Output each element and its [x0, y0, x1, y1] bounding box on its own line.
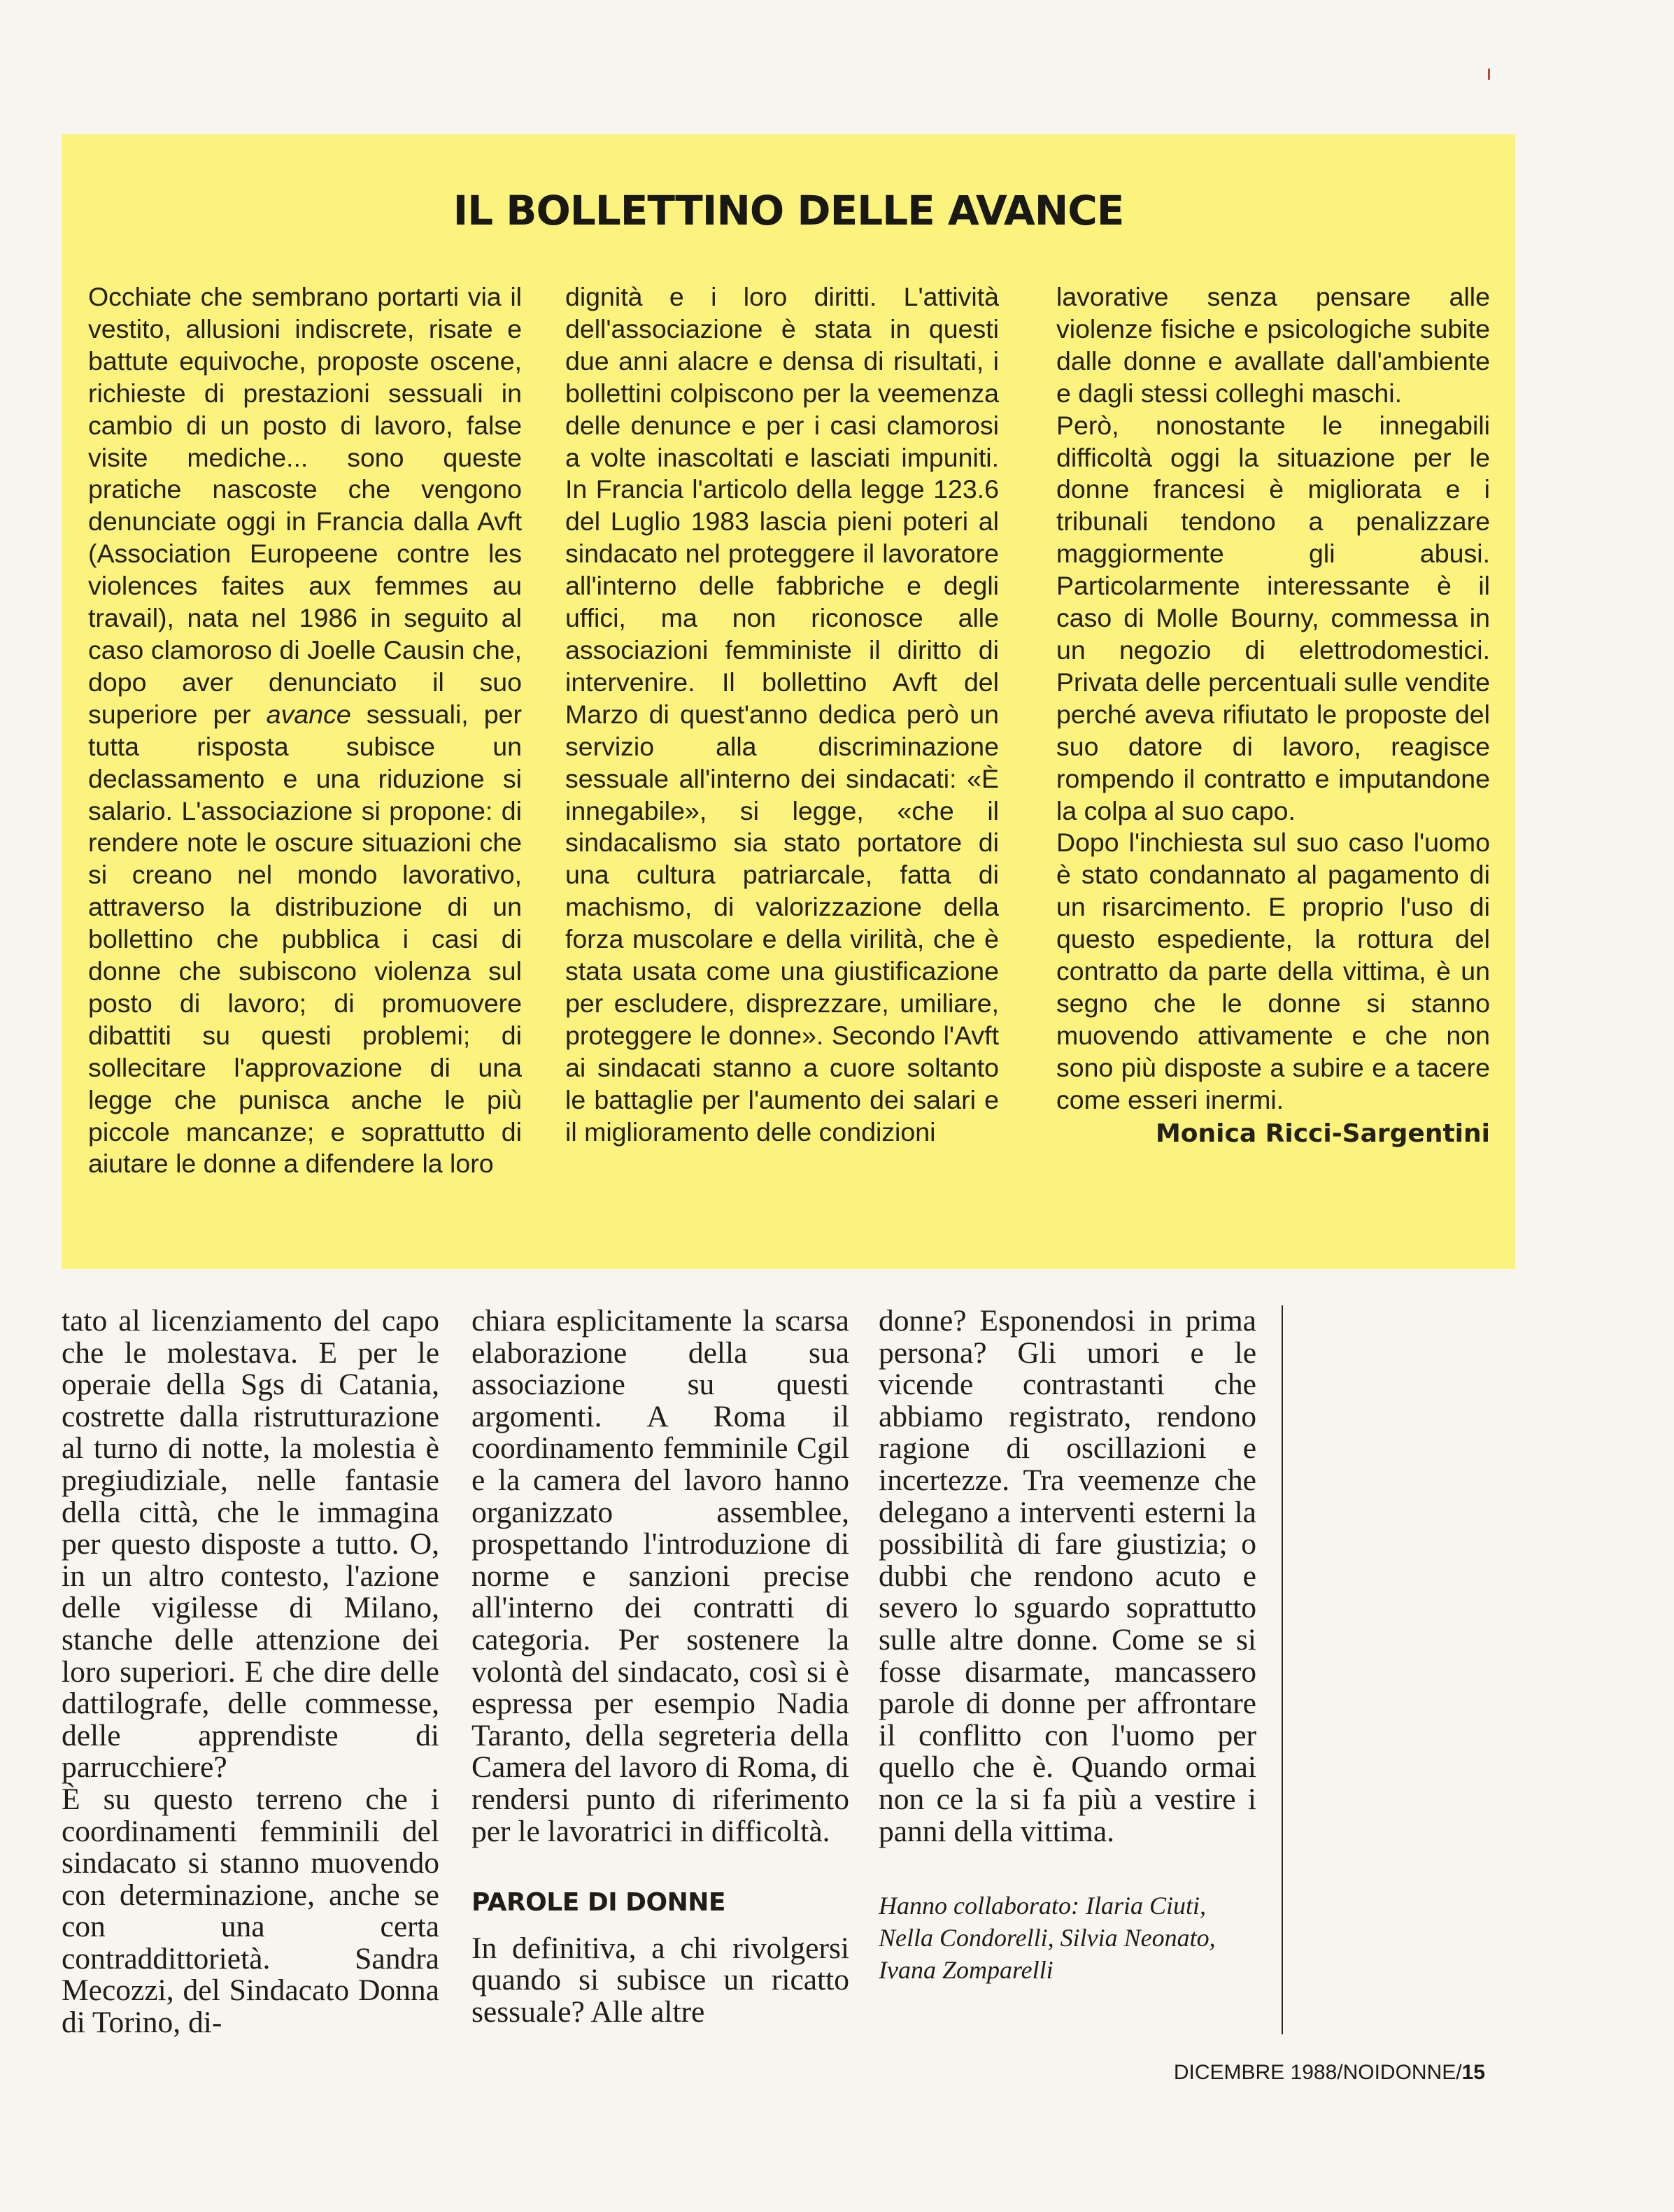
article-column-2	[471, 1305, 849, 2028]
article-paragraph: donne? Esponendosi in prima persona? Gli umori e le vicende contrastanti che abbiamo registrato, rendono ragione di oscillazioni e incertezze. Tra veemenze che delegano a interventi esterni la possibilità di fare giustizia; o dubbi che rendono acuto e severo lo sguardo soprattutto sulle altre donne. Come se si fosse disarmate, mancassero parole di donne per affrontare il conflitto con l'uomo per quello che è. Quando ormai non ce la si fa più a vestire i panni della vittima.	[879, 1304, 1256, 1848]
box-title: IL BOLLETTINO DELLE AVANCE	[453, 187, 1124, 234]
box-paragraph: Occhiate che sembrano portarti via il vestito, allusioni indiscrete, risate e battute equivoche, proposte oscene, richieste di prestazioni sessuali in cambio di un posto di lavoro, false visite mediche... sono queste pratiche nascoste che vengono denunciate oggi in Francia dalla Avft (Association Europeene contre les violences faites aux femmes au travail), nata nel 1986 in seguito al caso clamoroso di Joelle Causin che, dopo aver denunciato il suo superiore per avance sessuali, per tutta risposta subisce un declassamento e una riduzione si salario. L'associazione si propone: di rendere note le oscure situazioni che si creano nel mondo lavorativo, attraverso la distribuzione di un bollettino che pubblica i casi di donne che subiscono violenza sul posto di lavoro; di promuovere dibattiti su questi problemi; di sollecitare l'approvazione di una legge che punisca anche le più piccole mancanze; e soprattutto di aiutare le donne a difendere la loro	[88, 282, 522, 1179]
sidebar-box	[62, 134, 1515, 1269]
article-paragraph: chiara esplicitamente la scarsa elaborazione della sua associazione su questi argomenti. A Roma il coordinamento femminile Cgil e la camera del lavoro hanno organizzato assemblee, prospettando l'introduzione di norme e sanzioni precise all'interno dei contratti di categoria. Per sostenere la volontà del sindacato, così si è espressa per esempio Nadia Taranto, della segreteria della Camera del lavoro di Roma, di rendersi punto di riferimento per le lavoratrici in difficoltà.	[471, 1304, 849, 1848]
box-paragraph: Però, nonostante le innegabili difficoltà oggi la situazione per le donne francesi è migliorata e i tribunali tendono a penalizzare maggiormente gli abusi. Particolarmente interessante è il caso di Molle Bourny, commessa in un negozio di elettrodomestici. Privata delle percentuali sulle vendite perché aveva rifiutato le proposte del suo datore di lavoro, reagisce rompendo il contratto e imputandone la colpa al suo capo.	[1056, 410, 1490, 825]
page-footer	[1174, 2061, 1485, 2085]
italic-term: avance	[266, 699, 351, 729]
article-column-1	[62, 1305, 439, 2039]
page-number: 15	[1461, 2061, 1485, 2084]
print-mark	[1488, 69, 1490, 80]
footer-issue: DICEMBRE 1988/NOIDONNE/	[1173, 2061, 1462, 2084]
box-paragraph: lavorative senza pensare alle violenze fisiche e psicologiche subite dalle donne e avallate dall'ambiente e dagli stessi colleghi maschi.	[1056, 282, 1490, 408]
box-paragraph: Dopo l'inchiesta sul suo caso l'uomo è stato condannato al pagamento di un risarcimento. E proprio l'uso di questo espediente, la rottura del contratto da parte della vittima, è un segno che le donne si stanno muovendo attivamente e che non sono più disposte a subire e a tacere come esseri inermi.	[1056, 828, 1490, 1114]
article-paragraph: È su questo terreno che i coordinamenti femminili del sindacato si stanno muovendo con determinazione, anche se con una certa contraddittorietà. Sandra Mecozzi, del Sindacato Donna di Torino, di-	[62, 1782, 439, 2040]
column-divider	[1282, 1305, 1283, 2034]
box-signature: Monica Ricci-Sargentini	[1155, 1119, 1490, 1148]
box-column-2	[565, 281, 999, 1148]
box-column-3	[1056, 281, 1490, 1149]
box-column-1	[88, 281, 522, 1180]
box-paragraph: dignità e i loro diritti. L'attività dell'associazione è stata in questi due anni alacre e densa di risultati, i bollettini colpiscono per la veemenza delle denunce e per i casi clamorosi a volte inascoltati e lasciati impuniti. In Francia l'articolo della legge 123.6 del Luglio 1983 lascia pieni poteri al sindacato nel proteggere il lavoratore all'interno delle fabbriche e degli uffici, ma non riconosce alle associazioni femministe il diritto di intervenire. Il bollettino Avft del Marzo di quest'anno dedica però un servizio alla discriminazione sessuale all'interno dei sindacati: «È innegabile», si legge, «che il sindacalismo sia stato portatore di una cultura patriarcale, fatta di machismo, di valorizzazione della forza muscolare e della virilità, che è stata usata come una giustificazione per escludere, disprezzare, umiliare, proteggere le donne». Secondo l'Avft ai sindacati stanno a cuore soltanto le battaglie per l'aumento dei salari e il miglioramento delle condizioni	[565, 282, 999, 1147]
article-paragraph: In definitiva, a chi rivolgersi quando si subisce un ricatto sessuale? Alle altre	[471, 1931, 849, 2029]
article-column-3	[879, 1305, 1256, 1986]
section-subhead: PAROLE DI DONNE	[471, 1888, 725, 1917]
article-paragraph: tato al licenziamento del capo che le molestava. E per le operaie della Sgs di Catania, costrette dalla ristrutturazione al turno di notte, la molestia è pregiudiziale, nelle fantasie della città, che le immagina per questo disposte a tutto. O, in un altro contesto, l'azione delle vigilesse di Milano, stanche delle attenzione dei loro superiori. E che dire delle dattilografe, delle commesse, delle apprendiste di parrucchiere?	[62, 1304, 439, 1785]
contributors-credit: Hanno collaborato: Ilaria Ciuti, Nella Condorelli, Silvia Neonato, Ivana Zomparelli	[879, 1892, 1216, 1985]
